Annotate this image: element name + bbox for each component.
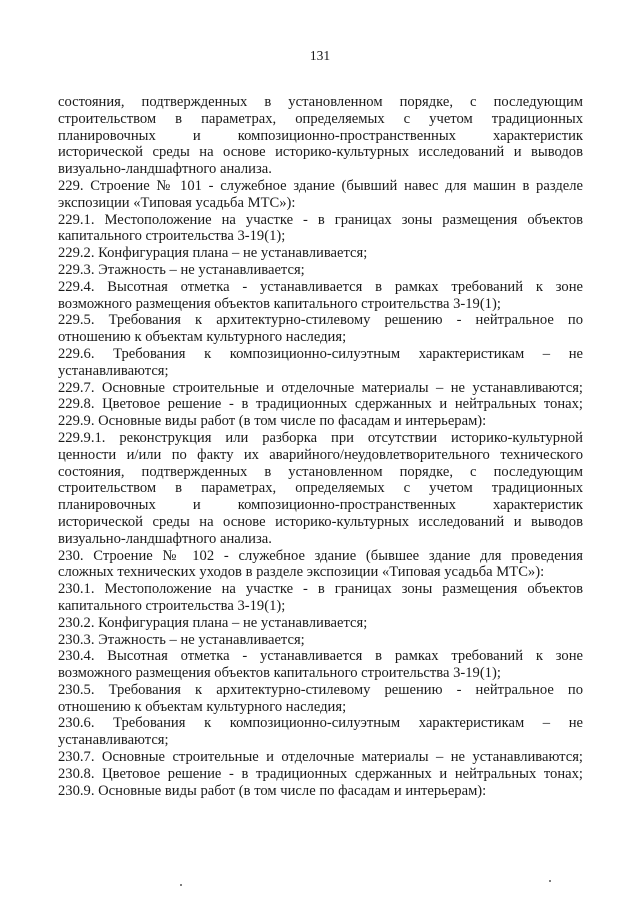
text-line: 230. Строение № 102 - служебное здание (бывшее здание для проведения (58, 547, 583, 564)
text-line: 230.4. Высотная отметка - устанавливается в рамках требований к зоне (58, 648, 583, 665)
text-line: 229.6. Требования к композиционно-силуэтным характеристикам – не (58, 345, 583, 362)
text-line: 229.9. Основные виды работ (в том числе по фасадам и интерьерам): (58, 413, 487, 430)
text-line: планировочных и композиционно-пространственных характеристик (58, 497, 583, 514)
text-line: исторической среды на основе историко-культурных исследований и выводов (58, 513, 583, 530)
text-line: 230.1. Местоположение на участке - в границах зоны размещения объектов (58, 581, 583, 598)
text-line: 229.5. Требования к архитектурно-стилевому решению - нейтральное по (58, 312, 583, 329)
body-text (58, 94, 583, 799)
text-line: 229.7. Основные строительные и отделочные материалы – не устанавливаются; (58, 379, 583, 396)
text-line: отношению к объектам культурного наследия; (58, 698, 347, 715)
text-line: устанавливаются; (58, 362, 169, 379)
text-line: 229.2. Конфигурация плана – не устанавливается; (58, 245, 368, 262)
text-line: экспозиции «Типовая усадьба МТС»): (58, 194, 296, 211)
text-line: 229.1. Местоположение на участке - в границах зоны размещения объектов (58, 211, 583, 228)
text-line: 230.7. Основные строительные и отделочные материалы – не устанавливаются; (58, 749, 583, 766)
text-line: ценности и/или по факту их аварийного/неудовлетворительного технического (58, 446, 583, 463)
text-line: сложных технических уходов в разделе экспозиции «Типовая усадьба МТС»): (58, 564, 545, 581)
text-line: строительством в параметрах, определяемых с учетом традиционных (58, 480, 583, 497)
text-line: исторической среды на основе историко-культурных исследований и выводов (58, 144, 583, 161)
scan-speck (549, 880, 551, 882)
text-line: возможного размещения объектов капитального строительства 3-19(1); (58, 295, 501, 312)
text-line: возможного размещения объектов капитального строительства 3-19(1); (58, 665, 501, 682)
text-line: планировочных и композиционно-пространственных характеристик (58, 127, 583, 144)
text-line: визуально-ландшафтного анализа. (58, 161, 272, 178)
text-line: 230.5. Требования к архитектурно-стилевому решению - нейтральное по (58, 681, 583, 698)
text-line: состояния, подтвержденных в установленном порядке, с последующим (58, 463, 583, 480)
text-line: строительством в параметрах, определяемых с учетом традиционных (58, 110, 583, 127)
text-line: состояния, подтвержденных в установленном порядке, с последующим (58, 94, 583, 110)
text-line: 230.9. Основные виды работ (в том числе по фасадам и интерьерам): (58, 782, 487, 799)
text-line: 230.2. Конфигурация плана – не устанавливается; (58, 614, 368, 631)
text-line: визуально-ландшафтного анализа. (58, 530, 272, 547)
text-line: 229. Строение № 101 - служебное здание (бывший навес для машин в разделе (58, 177, 583, 194)
text-line: 229.8. Цветовое решение - в традиционных сдержанных и нейтральных тонах; (58, 396, 583, 413)
text-line: отношению к объектам культурного наследия; (58, 329, 347, 346)
text-line: 229.3. Этажность – не устанавливается; (58, 261, 305, 278)
text-line: капитального строительства 3-19(1); (58, 228, 286, 245)
text-line: капитального строительства 3-19(1); (58, 597, 286, 614)
text-line: 230.8. Цветовое решение - в традиционных сдержанных и нейтральных тонах; (58, 765, 583, 782)
text-line: устанавливаются; (58, 732, 169, 749)
text-line: 229.4. Высотная отметка - устанавливается в рамках требований к зоне (58, 278, 583, 295)
text-line: 230.6. Требования к композиционно-силуэтным характеристикам – не (58, 715, 583, 732)
scan-speck (180, 884, 182, 886)
text-line: 230.3. Этажность – не устанавливается; (58, 631, 305, 648)
text-line: 229.9.1. реконструкция или разборка при отсутствии историко-культурной (58, 429, 583, 446)
page-number: 131 (309, 48, 331, 63)
